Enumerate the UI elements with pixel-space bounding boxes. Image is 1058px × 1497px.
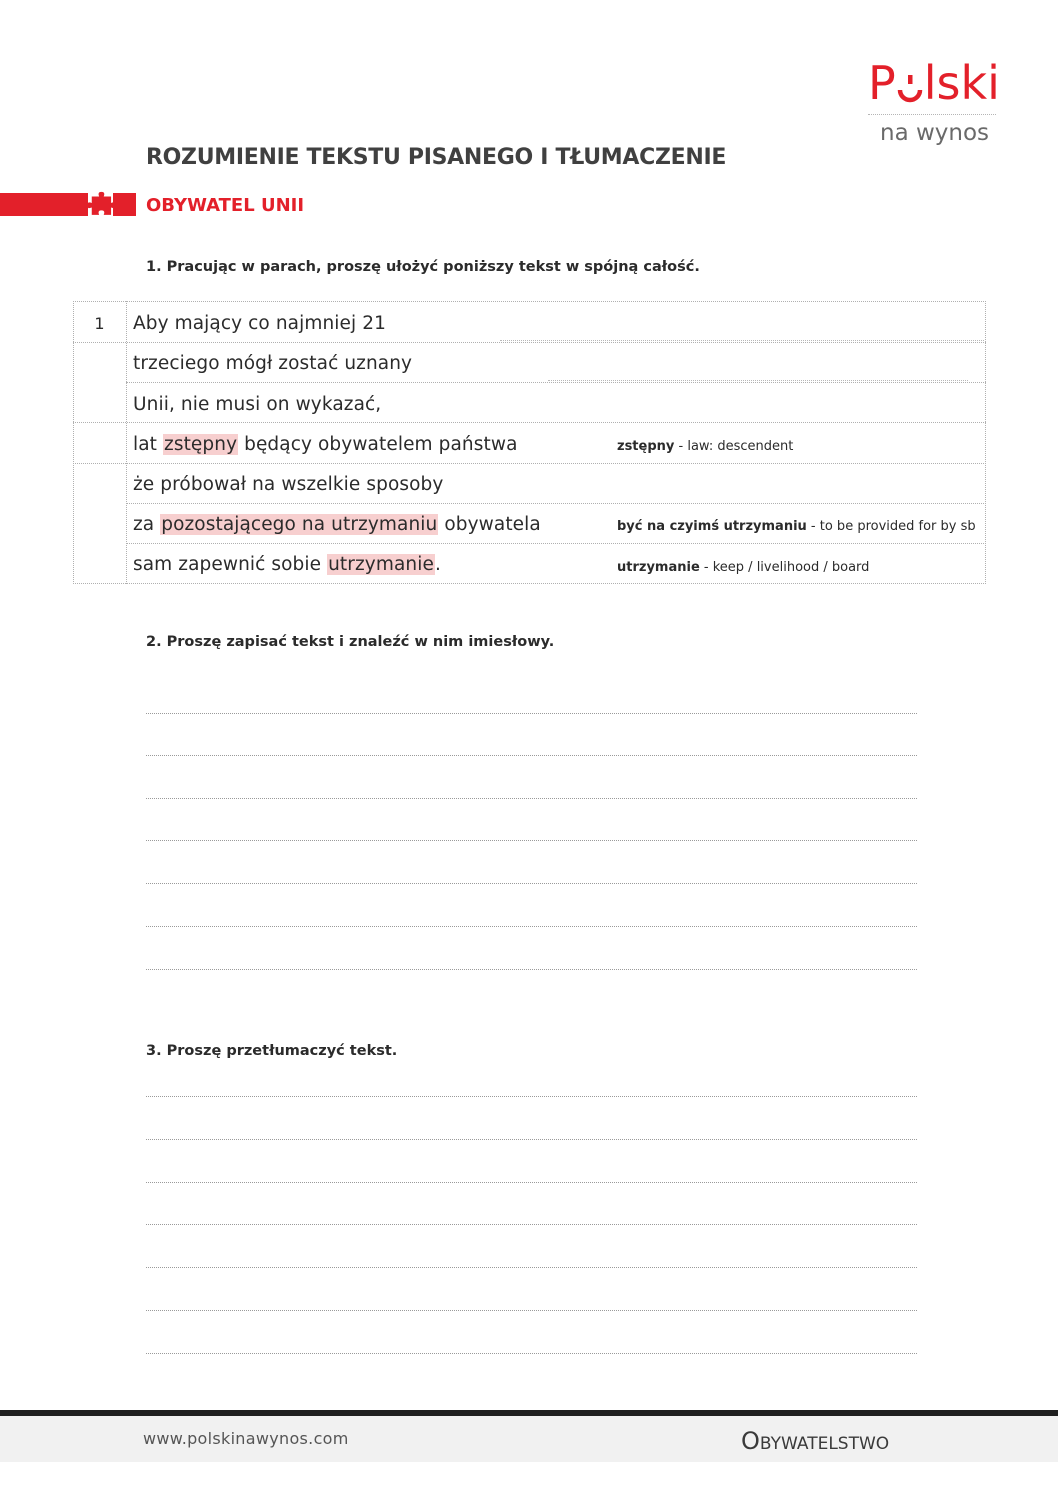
writing-line[interactable] [146, 883, 917, 884]
writing-line[interactable] [146, 713, 917, 714]
accent-bar [0, 193, 88, 216]
writing-line[interactable] [146, 798, 917, 799]
logo-divider [868, 114, 996, 115]
highlighted-term: zstępny [164, 434, 238, 455]
glossary-note: być na czyimś utrzymaniu - to be provided for by sb [617, 519, 976, 534]
writing-line[interactable] [146, 1310, 917, 1311]
writing-line[interactable] [146, 1096, 917, 1097]
writing-line[interactable] [146, 1182, 917, 1183]
table-row-text: sam zapewnić sobie utrzymanie. [133, 554, 441, 575]
writing-line[interactable] [146, 969, 917, 970]
table-row-text: lat zstępny będący obywatelem państwa [133, 434, 518, 455]
glossary-note: zstępny - law: descendent [617, 439, 794, 454]
section-subtitle: OBYWATEL UNII [146, 195, 305, 216]
highlighted-term: pozostającego na utrzymaniu [161, 514, 438, 535]
writing-line[interactable] [146, 926, 917, 927]
table-row-text: trzeciego mógł zostać uznany [133, 353, 413, 374]
row-number: 1 [94, 314, 105, 333]
logo-tagline: na wynos [880, 120, 990, 146]
table-row-text: Aby mający co najmniej 21 [133, 313, 386, 334]
footer-section-name: Obywatelstwo [741, 1427, 890, 1455]
task1-instruction: 1. Pracując w parach, proszę ułożyć poniższy tekst w spójną całość. [146, 259, 700, 275]
writing-line[interactable] [146, 1267, 917, 1268]
writing-line[interactable] [146, 840, 917, 841]
logo-wordmark: P lski [868, 56, 1000, 110]
accent-square [113, 193, 136, 216]
row-divider [73, 422, 986, 423]
writing-line[interactable] [146, 1139, 917, 1140]
row-divider [126, 543, 986, 544]
table-column-divider [126, 301, 127, 584]
table-row-text: Unii, nie musi on wykazać, [133, 394, 382, 415]
table-row-text: za pozostającego na utrzymaniu obywatela [133, 514, 541, 535]
writing-line[interactable] [146, 1224, 917, 1225]
writing-line[interactable] [146, 755, 917, 756]
puzzle-icon [88, 190, 115, 219]
task3-instruction: 3. Proszę przetłumaczyć tekst. [146, 1043, 398, 1059]
row-divider [126, 382, 986, 383]
footer-website-link[interactable]: www.polskinawynos.com [143, 1429, 349, 1448]
logo-o-icon [897, 73, 923, 99]
page-title: ROZUMIENIE TEKSTU PISANEGO I TŁUMACZENIE [146, 145, 727, 170]
row-divider [73, 342, 986, 343]
table-row-text: że próbował na wszelkie sposoby [133, 474, 444, 495]
glossary-note: utrzymanie - keep / livelihood / board [617, 560, 870, 575]
task2-instruction: 2. Proszę zapisać tekst i znaleźć w nim imiesłowy. [146, 634, 555, 650]
highlighted-term: utrzymanie [328, 554, 434, 575]
row-guide-line [500, 340, 984, 341]
row-divider [126, 503, 986, 504]
row-guide-line [548, 380, 968, 381]
row-divider [73, 463, 986, 464]
writing-line[interactable] [146, 1353, 917, 1354]
